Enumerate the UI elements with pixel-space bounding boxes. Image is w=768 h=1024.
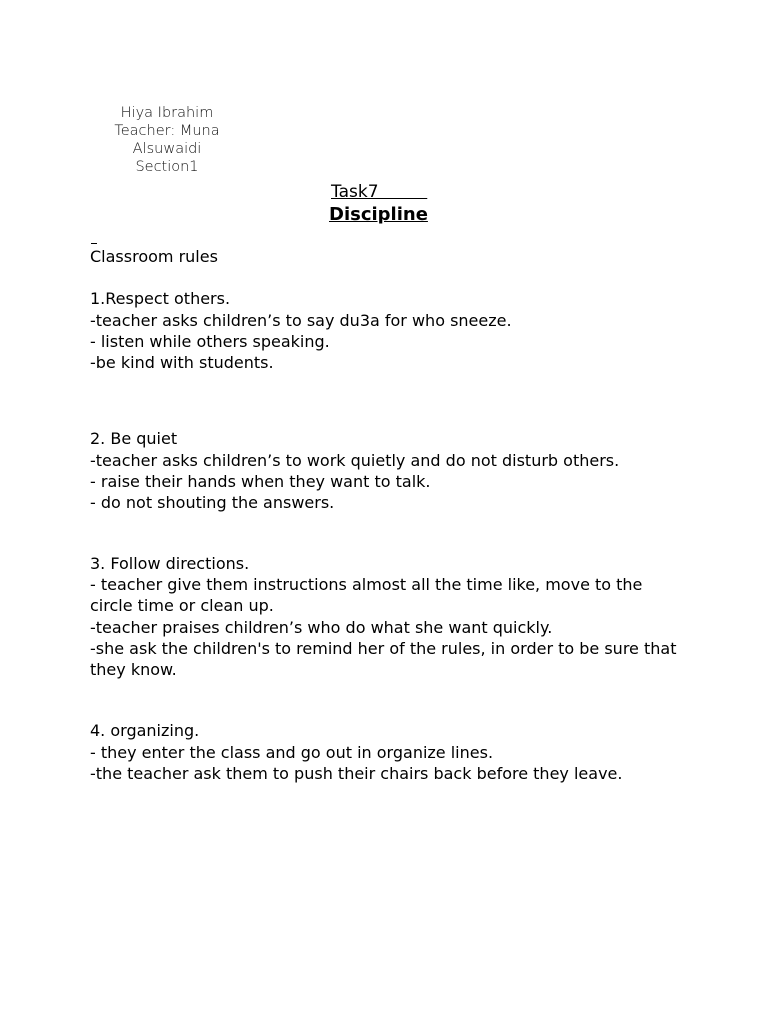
task-title-text: Task7 xyxy=(331,182,379,202)
rule-point: -the teacher ask them to push their chairs back before they leave. xyxy=(90,764,623,784)
student-name: Hiya Ibrahim xyxy=(120,105,214,121)
title-underline-pad xyxy=(379,182,428,202)
rule-point: - do not shouting the answers. xyxy=(90,493,335,513)
section-label: Section1 xyxy=(135,159,199,175)
spacer xyxy=(90,373,690,428)
rule-point: -teacher praises children’s who do what she want quickly. xyxy=(90,617,553,637)
rule-heading: 4. organizing. xyxy=(90,721,200,741)
underline-mark xyxy=(91,243,97,244)
rule-point: - raise their hands when they want to talk. xyxy=(90,472,431,492)
teacher-name-line1: Teacher: Muna xyxy=(114,123,220,139)
rule-heading: 1.Respect others. xyxy=(90,289,231,309)
spacer xyxy=(90,514,690,553)
author-info xyxy=(102,104,232,176)
rule-point: - listen while others speaking. xyxy=(90,331,330,351)
title-block xyxy=(326,182,446,227)
rule-heading: 2. Be quiet xyxy=(90,429,178,449)
document-body xyxy=(90,246,690,784)
rule-heading: 3. Follow directions. xyxy=(90,553,250,573)
rule-point: -be kind with students. xyxy=(90,353,274,373)
rule-point: -teacher asks children’s to work quietly and do not disturb others. xyxy=(90,450,620,470)
rule-point: -teacher asks children’s to say du3a for who sneeze. xyxy=(90,310,512,330)
spacer xyxy=(90,267,690,288)
section-heading: Classroom rules xyxy=(90,247,218,266)
rule-point: - they enter the class and go out in organize lines. xyxy=(90,742,494,762)
spacer xyxy=(90,680,690,720)
rule-point: -she ask the children's to remind her of the rules, in order to be sure that they know. xyxy=(90,638,677,680)
task-title xyxy=(326,182,446,203)
topic-title: Discipline xyxy=(329,204,428,225)
rule-point: - teacher give them instructions almost all the time like, move to the circle time or clean up. xyxy=(90,574,643,616)
teacher-name-line2: Alsuwaidi xyxy=(132,141,202,157)
